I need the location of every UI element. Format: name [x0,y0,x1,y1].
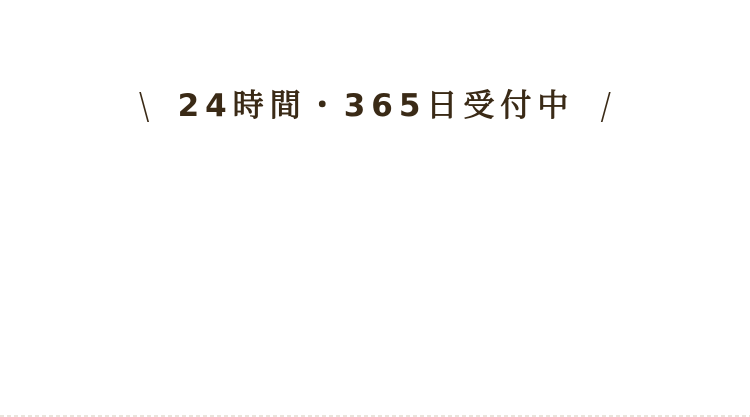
right-slash-decoration: / [600,84,612,128]
availability-text: 24時間・365日受付中 [177,87,575,124]
availability-headline [0,84,750,128]
left-slash-decoration: \ [138,84,150,128]
